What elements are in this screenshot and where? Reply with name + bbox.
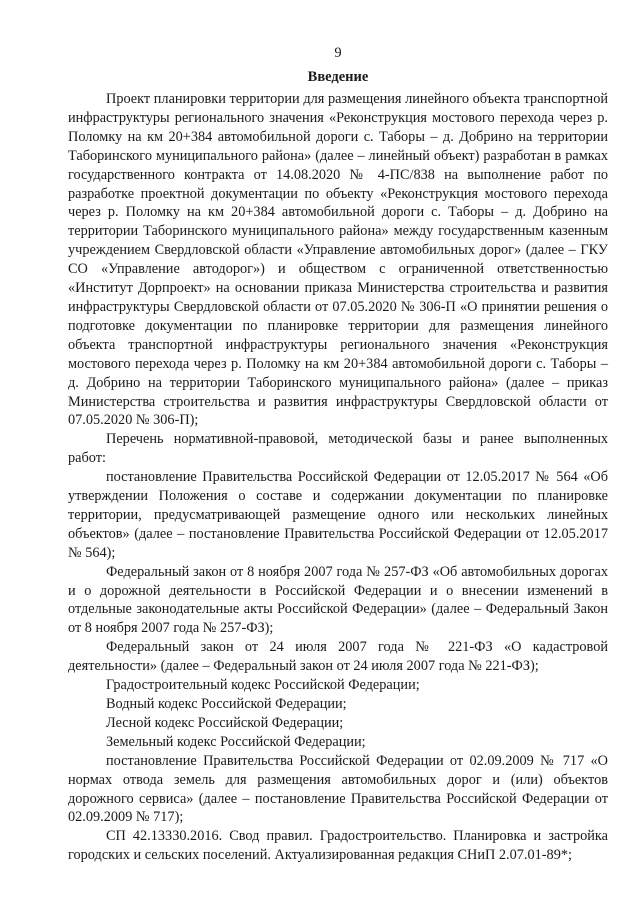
- paragraph-urban-planning-code: Градостроительный кодекс Российской Федерации;: [106, 677, 420, 694]
- paragraph-project-description: Проект планировки территории для размещения линейного объекта транспортной инфраструктуры регионального значения «Реконструкция мостового перехода через р. Поломку на км 20+384 автомобильной дороги с. Таборы – д. Добрино на территории Таборинского муниципального района» (далее – линейный объект) разработан в рамках государственного контракта от 14.08.2020 № 4-ПС/838 на выполнение работ по разработке проектной документации по объекту «Реконструкция мостового перехода через р. Поломку на км 20+384 автомобильной дороги с. Таборы – д. Добрино на территории Таборинского муниципального района» между государственным казенным учреждением Свердловской области «Управление автомобильных дорог» (далее – ГКУ СО «Управление автодорог») и обществом с ограниченной ответственностью «Институт Дорпроект» на основании приказа Министерства строительства и развития инфраструктуры Свердловской области от 07.05.2020 № 306-П «О принятии решения о подготовке документации по планировке территории для размещения линейного объекта транспортной инфраструктуры регионального значения «Реконструкция мостового перехода через р. Поломку на км 20+384 автомобильной дороги с. Таборы – д. Добрино на территории Таборинского муниципального района» (далее – приказ Министерства строительства и развития инфраструктуры Свердловской области от 07.05.2020 № 306-П);: [68, 91, 608, 429]
- document-body: [68, 90, 608, 865]
- paragraph-normative-base-intro: Перечень нормативной-правовой, методической базы и ранее выполненных работ:: [68, 431, 608, 467]
- paragraph-government-decree-564: постановление Правительства Российской Федерации от 12.05.2017 № 564 «Об утверждении Положения о составе и содержании документации по планировке территории, предусматривающей размещение одного или нескольких линейных объектов» (далее – постановление Правительства Российской Федерации от 12.05.2017 № 564);: [68, 469, 608, 561]
- paragraph-sp-42-13330: СП 42.13330.2016. Свод правил. Градостроительство. Планировка и застройка городских и сельских поселений. Актуализированная редакция СНиП 2.07.01-89*;: [68, 828, 608, 864]
- paragraph-federal-law-221: Федеральный закон от 24 июля 2007 года № 221-ФЗ «О кадастровой деятельности» (далее – Федеральный закон от 24 июля 2007 года № 221-ФЗ);: [68, 639, 608, 675]
- paragraph-government-decree-717: постановление Правительства Российской Федерации от 02.09.2009 № 717 «О нормах отвода земель для размещения автомобильных дорог и (или) объектов дорожного сервиса» (далее – постановление Правительства Российской Федерации от 02.09.2009 № 717);: [68, 752, 608, 826]
- paragraph-federal-law-257: Федеральный закон от 8 ноября 2007 года № 257-ФЗ «Об автомобильных дорогах и о дорожной деятельности в Российской Федерации и о внесении изменений в отдельные законодательные акты Российской Федерации» (далее – Федеральный Закон от 8 ноября 2007 года № 257-ФЗ);: [68, 563, 608, 637]
- paragraph-forest-code: Лесной кодекс Российской Федерации;: [106, 714, 344, 731]
- page-number: 9: [334, 45, 342, 61]
- section-heading: Введение: [307, 69, 369, 85]
- paragraph-water-code: Водный кодекс Российской Федерации;: [106, 696, 347, 712]
- paragraph-land-code: Земельный кодекс Российской Федерации;: [106, 733, 366, 750]
